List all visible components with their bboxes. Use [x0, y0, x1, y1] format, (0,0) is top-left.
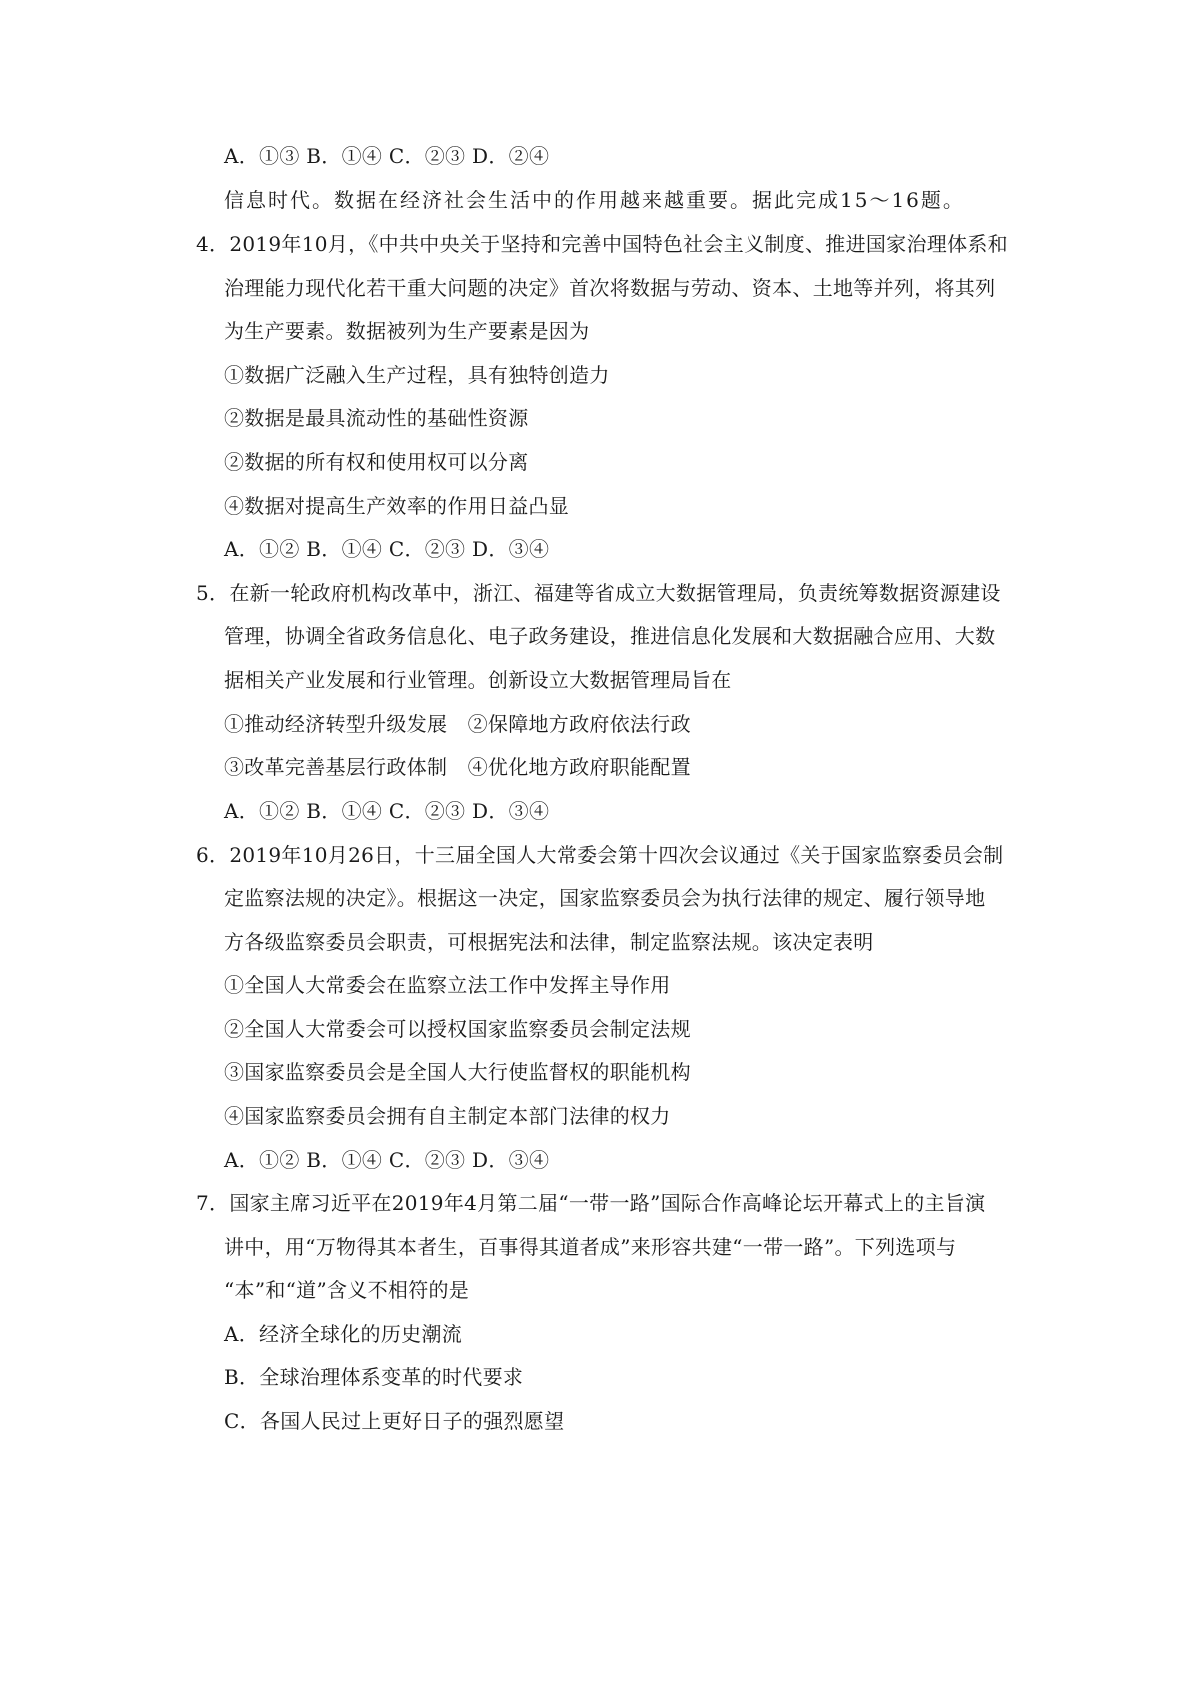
q7-stem-line-1: 7．国家主席习近平在2019年4月第二届“一带一路”国际合作高峰论坛开幕式上的主旨演 [196, 1191, 986, 1215]
q6-answer-choices: A．①② B．①④ C．②③ D．③④ [224, 1148, 550, 1172]
q7-stem-line-2: 讲中，用“万物得其本者生，百事得其道者成”来形容共建“一带一路”。下列选项与 [224, 1235, 957, 1259]
q4-option-2: ②数据是最具流动性的基础性资源 [224, 406, 529, 430]
q4-stem-line-3: 为生产要素。数据被列为生产要素是因为 [224, 319, 590, 343]
q6-stem-line-1: 6．2019年10月26日，十三届全国人大常委会第十四次会议通过《关于国家监察委员会制 [196, 843, 1004, 867]
q5-stem-line-1: 5．在新一轮政府机构改革中，浙江、福建等省成立大数据管理局，负责统筹数据资源建设 [196, 581, 1001, 605]
q4-option-4: ④数据对提高生产效率的作用日益凸显 [224, 494, 570, 518]
q6-option-2: ②全国人大常委会可以授权国家监察委员会制定法规 [224, 1017, 691, 1041]
q7-stem-line-3: “本”和“道”含义不相符的是 [224, 1278, 470, 1302]
q4-answer-choices: A．①② B．①④ C．②③ D．③④ [224, 537, 550, 561]
q7-option-c: C．各国人民过上更好日子的强烈愿望 [224, 1409, 565, 1433]
q5-stem-line-3: 据相关产业发展和行业管理。创新设立大数据管理局旨在 [224, 668, 732, 692]
section-intro: 信息时代。数据在经济社会生活中的作用越来越重要。据此完成15～16题。 [224, 188, 965, 212]
q5-options-row-1: ①推动经济转型升级发展 ②保障地方政府依法行政 [224, 712, 691, 736]
q6-option-3: ③国家监察委员会是全国人大行使监督权的职能机构 [224, 1060, 691, 1084]
q6-option-1: ①全国人大常委会在监察立法工作中发挥主导作用 [224, 973, 671, 997]
q5-answer-choices: A．①② B．①④ C．②③ D．③④ [224, 799, 550, 823]
q3-answer-choices: A．①③ B．①④ C．②③ D．②④ [224, 144, 550, 168]
q4-option-1: ①数据广泛融入生产过程，具有独特创造力 [224, 363, 610, 387]
q4-option-3: ②数据的所有权和使用权可以分离 [224, 450, 529, 474]
q7-option-b: B．全球治理体系变革的时代要求 [224, 1365, 524, 1389]
q6-stem-line-3: 方各级监察委员会职责，可根据宪法和法律，制定监察法规。该决定表明 [224, 930, 874, 954]
q7-option-a: A．经济全球化的历史潮流 [224, 1322, 463, 1346]
q6-option-4: ④国家监察委员会拥有自主制定本部门法律的权力 [224, 1104, 671, 1128]
q6-stem-line-2: 定监察法规的决定》。根据这一决定，国家监察委员会为执行法律的规定、履行领导地 [224, 886, 986, 910]
q4-stem-line-2: 治理能力现代化若干重大问题的决定》首次将数据与劳动、资本、土地等并列，将其列 [224, 276, 996, 300]
q4-stem-line-1: 4．2019年10月，《中共中央关于坚持和完善中国特色社会主义制度、推进国家治理体系和 [196, 232, 1008, 256]
q5-options-row-2: ③改革完善基层行政体制 ④优化地方政府职能配置 [224, 755, 691, 779]
q5-stem-line-2: 管理，协调全省政务信息化、电子政务建设，推进信息化发展和大数据融合应用、大数 [224, 624, 996, 648]
